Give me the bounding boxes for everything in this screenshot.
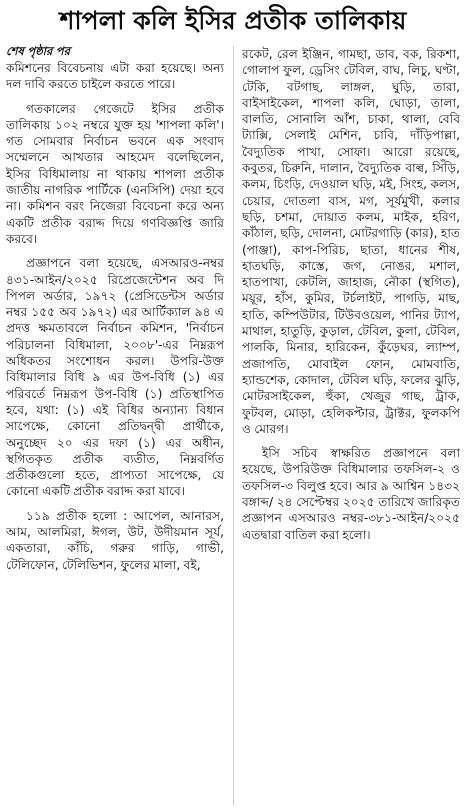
- article-paragraph: ১১৯ প্রতীক হলো : আপেল, আনারস, আম, আলমিরা, ঈগল, উট, উদীয়মান সূর্য, একতারা, কাঁচি, গরুর গাড়ি, গাভী, টেলিফোন, টেলিভিশন, ফুলের মালা, বই,: [6, 508, 224, 572]
- article-paragraph: ইসি সচিব স্বাক্ষরিত প্রজ্ঞাপনে বলা হয়েছে, উপরিউক্ত বিধিমালার তফসিল-২ ও তফসিল-৩ বিলুপ্ত হবে। আর ৯ আশ্বিন ১৪৩২ বঙ্গাব্দ/ ২৪ সেপ্টেম্বর ২০২৫ তারিখে জারিকৃত প্রজ্ঞাপন এসআরও নম্বর-৩৮১-আইন/২০২৫ এতদ্বারা বাতিল করা হলো।: [242, 446, 460, 542]
- article-paragraph: গতকালের গেজেটে ইসির প্রতীক তালিকায় ১০২ নম্বরে যুক্ত হয় 'শাপলা কলি'। গত সোমবার নির্বাচন ভবনে এক সংবাদ সম্মেলনে আখতার আহমেদ বলেছিলেন, ইসির বিধিমালায় না থাকায় শাপলা প্রতীক জাতীয় নাগরিক পার্টিকে (এনসিপি) দেয়া হবে না। কমিশন বরং নিজেরা বিবেচনা করে অন্য একটি প্রতীক বরাদ্দ দিয়ে গণবিজ্ঞপ্তি জারি করবে।: [6, 101, 224, 246]
- article-paragraph: প্রজ্ঞাপনে বলা হয়েছে, এসআরও-নম্বর ৪৩১-আইন/২০২৫ রিপ্রেজেন্টেশন অব দি পিপল অর্ডার, ১৯৭২ (প্রেসিডেন্টস অর্ডার নম্বর ১৫৫ অব ১৯৭২) এর আর্টিক্যাল ৯৪ এ প্রদত্ত ক্ষমতাবলে নির্বাচন কমিশন, 'নির্বাচন পরিচালনা বিধিমালা, ২০০৮'-এর নিম্নরূপ অধিকতর সংশোধন করল। উপরি-উক্ত বিধিমালার বিধি ৯ এর উপ-বিধি (১) এর পরিবর্তে নিম্নরূপ উপ-বিধি (১) প্রতিস্থাপিত হবে, যথা: (১) এই বিধির অন্যান্য বিধান সাপেক্ষে, কোনো প্রতিদ্বন্দ্বী প্রার্থীকে, অনুচ্ছেদ ২০ এর দফা (১) এর অধীন, স্থগিতকৃত প্রতীক ব্যতীত, নিম্নবর্ণিত প্রতীকগুলো হতে, প্রাপ্যতা সাপেক্ষে, যে কোনো একটি প্রতীক বরাদ্দ করা যাবে।: [6, 256, 224, 499]
- continuation-label: শেষ পৃষ্ঠার পর: [6, 44, 70, 58]
- headline: শাপলা কলি ইসির প্রতীক তালিকায়: [59, 6, 407, 35]
- article-paragraph: রকেট, রেল ইঞ্জিন, গামছা, ডাব, বক, রিকশা, গোলাপ ফুল, ড্রেসিং টেবিল, বাঘ, লিচু, ঘণ্টা, টেকি, বটগাছ, লাঙ্গল, ঘুড়ি, তারা, বাইসাইকেল, শাপলা কলি, ঘোড়া, তালা, বালতি, সোনালি আঁশ, চাকা, থালা, বেবি ট্যাক্সি, সেলাই মেশিন, চাবি, দাঁড়িপাল্লা, বৈদ্যুতিক পাখা, সোফা। আরো রয়েছে, কবুতর, চিরুনি, দালান, বৈদ্যুতিক বাল্ব, সিঁড়ি, কলম, চিংড়ি, দেওয়াল ঘড়ি, মই, সিংহ, কলস, চেয়ার, দোতলা বাস, মগ, সূর্যমুখী, কলার ছড়ি, চশমা, দোয়াত কলম, মাইক, হরিণ, কাঁঠাল, ছড়ি, দোলনা, মোটরগাড়ি (কার), হাত (পাঞ্জা), কাপ-পিরিচ, ছাতা, ধানের শীষ, হাতঘড়ি, কাস্তে, জগ, নোঙর, মশাল, হাতপাখা, কেটলি, জাহাজ, নৌকা (স্থগিত), ময়ূর, হাঁস, কুমির, টর্চলাইট, পাগড়ি, মাছ, হাতি, কম্পিউটার, টিউবওয়েল, পানির ট্যাপ, মাথাল, হাতুড়ি, কুড়াল, টেবিল, কুলা, টেবিল, পালকি, মিনার, হারিকেন, কুঁড়েঘর, ল্যাম্প, প্রজাপতি, মোবাইল ফোন, মোমবাতি, হ্যান্ডশেক, কোদাল, টেবিল ঘড়ি, ফলের ঝুড়ি, মোটরসাইকেল, হুঁকা, খেজুর গাছ, ট্রাক, ফুটবল, মোড়া, হেলিকপ্টার, ট্রাক্টর, ফুলকপি ও মোরগ।: [242, 47, 460, 436]
- article-paragraph: কমিশনের বিবেচনায় এটা করা হয়েছে। অন্য দল দাবি করতে চাইলে করতে পারে।: [6, 61, 224, 92]
- article-column-right: [242, 46, 460, 811]
- column-divider: [233, 46, 234, 806]
- article-column-left: [6, 44, 224, 809]
